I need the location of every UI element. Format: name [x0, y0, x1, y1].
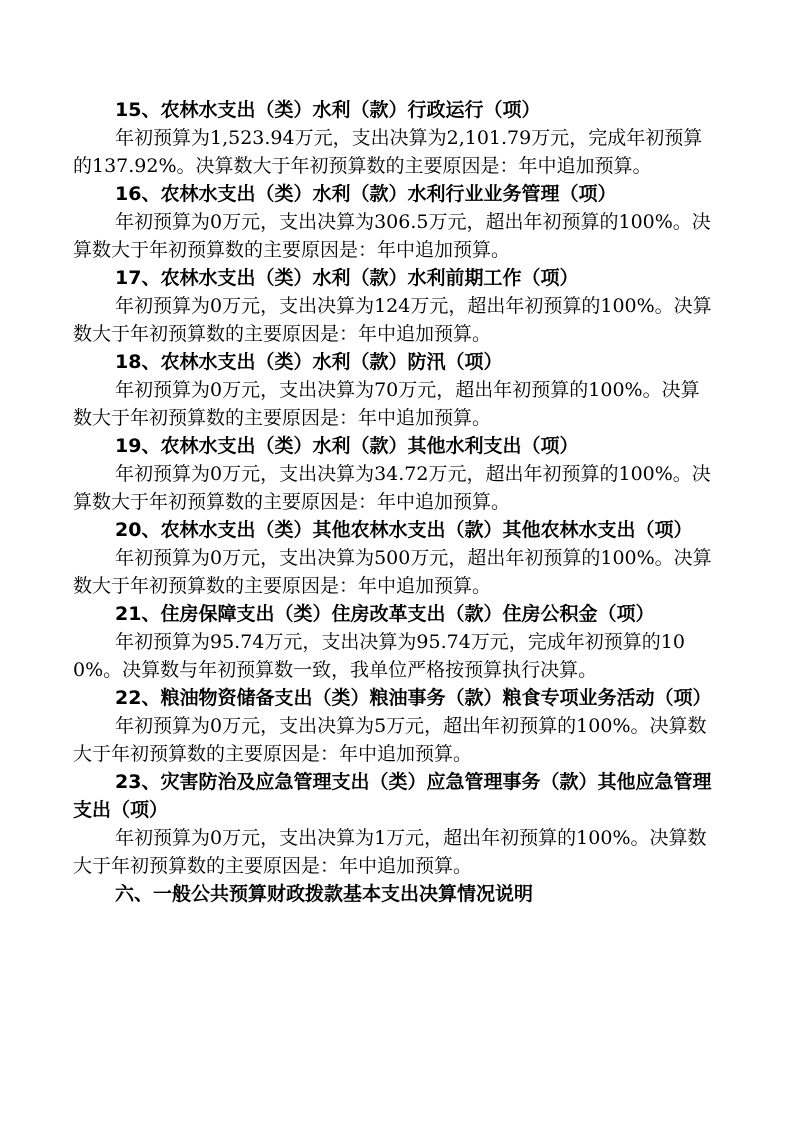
- document-page: [73, 96, 718, 908]
- section-heading: 15、农林水支出（类）水利（款）行政运行（项）: [115, 99, 541, 121]
- section-heading: 21、住房保障支出（类）住房改革支出（款）住房公积金（项）: [115, 603, 655, 625]
- section-body: 年初预算为95.74万元，支出决算为95.74万元，完成年初预算的100%。决算数与年初预算数一致，我单位严格按预算执行决算。: [73, 631, 685, 681]
- section-body: 年初预算为0万元，支出决算为5万元，超出年初预算的100%。决算数大于年初预算数的主要原因是：年中追加预算。: [73, 715, 707, 765]
- section-body: 年初预算为0万元，支出决算为124万元，超出年初预算的100%。决算数大于年初预算数的主要原因是：年中追加预算。: [73, 295, 712, 345]
- section-21: [73, 600, 718, 684]
- section-19: [73, 432, 718, 516]
- section-heading: 17、农林水支出（类）水利（款）水利前期工作（项）: [115, 267, 579, 289]
- section-body: 年初预算为0万元，支出决算为500万元，超出年初预算的100%。决算数大于年初预算数的主要原因是：年中追加预算。: [73, 547, 712, 597]
- section-22: [73, 684, 718, 768]
- section-18: [73, 348, 718, 432]
- section-heading: 18、农林水支出（类）水利（款）防汛（项）: [115, 351, 503, 373]
- section-body: 年初预算为0万元，支出决算为1万元，超出年初预算的100%。决算数大于年初预算数的主要原因是：年中追加预算。: [73, 827, 707, 877]
- section-heading: 19、农林水支出（类）水利（款）其他水利支出（项）: [115, 435, 579, 457]
- section-heading: 16、农林水支出（类）水利（款）水利行业业务管理（项）: [115, 183, 617, 205]
- section-heading: 23、灾害防治及应急管理支出（类）应急管理事务（款）其他应急管理支出（项）: [73, 771, 712, 821]
- section-20: [73, 516, 718, 600]
- section-heading: 20、农林水支出（类）其他农林水支出（款）其他农林水支出（项）: [115, 519, 693, 541]
- section-body: 年初预算为0万元，支出决算为306.5万元，超出年初预算的100%。决算数大于年初预算数的主要原因是：年中追加预算。: [73, 211, 711, 261]
- section-15: [73, 96, 718, 180]
- section-16: [73, 180, 718, 264]
- section-heading: 22、粮油物资储备支出（类）粮油事务（款）粮食专项业务活动（项）: [115, 687, 712, 709]
- section-body: 年初预算为0万元，支出决算为70万元，超出年初预算的100%。决算数大于年初预算数的主要原因是：年中追加预算。: [73, 379, 700, 429]
- section-23: [73, 768, 718, 880]
- section-17: [73, 264, 718, 348]
- final-section-heading: 六、一般公共预算财政拨款基本支出决算情况说明: [115, 883, 534, 905]
- section-body: 年初预算为1,523.94万元，支出决算为2,101.79万元，完成年初预算的137.92%。决算数大于年初预算数的主要原因是：年中追加预算。: [73, 127, 703, 177]
- section-body: 年初预算为0万元，支出决算为34.72万元，超出年初预算的100%。决算数大于年初预算数的主要原因是：年中追加预算。: [73, 463, 711, 513]
